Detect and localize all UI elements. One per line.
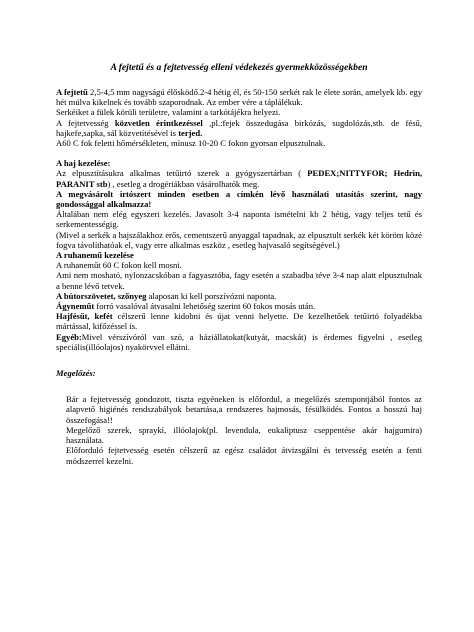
intro-paragraph-4: A60 C fok feletti hőmérsékleten, mínusz 10-20 C fokon gyorsan elpusztulnak. <box>56 138 326 149</box>
hair-heading: A haj kezelése: <box>56 158 111 169</box>
prevention-section <box>56 368 422 466</box>
hair-paragraph-3: (Mivel a serkék a hajszálakhoz erős, cementszerű anyaggal tapadnak, az elpusztult serkék két köröm közé fogva távolíthatóak el, vagy erre alkalmas eszköz , esetleg hajvasaló segítségével.) <box>56 229 422 250</box>
intro-bold-term: A fejtetű <box>56 87 88 97</box>
intro-paragraph-3: A fejtetvesség közvetlen érintkezéssel ,pl.:fejek összedugása birkózás, sugdolózás,stb. de fésű, hajkefe,sapka, sál közvetítésével is terjed. <box>56 117 423 138</box>
clothes-line-1: A ruhaneműt 60 C fokon kell mosni. <box>56 260 182 271</box>
intro-section <box>56 87 422 148</box>
hair-section <box>56 158 422 250</box>
clothes-section <box>56 250 422 352</box>
prevention-paragraph-2: Megelőző szerek, spraykí, illóolajok(pl. levendula, eukaliptusz cseppentése akár hajgumira) használata. <box>66 424 422 446</box>
prevention-paragraph-3: Előforduló fejtetvesség esetén célszerű az egész családot átvizsgálni és tetvesség esetén a fenti módszerrel kezelni. <box>66 445 422 466</box>
clothes-line-4: Ágyneműt forró vasalóval átvasalni lehetőség szerint 60 fokos mosás után. <box>56 301 316 312</box>
prevention-paragraph-1: Bár a fejtetvesség gondozott, tiszta egyéneken is előfordul, a megelőzés szempontjából fontos az alapvető higiénés rendszabályok betartása,a rendszeres hajmosás, fésülködés. Fontos a hosszú haj összefogása!! <box>66 394 422 425</box>
clothes-line-3: A bútorszövetet, szőnyeg alaposan ki kell porszívózni naponta. <box>56 290 277 301</box>
clothes-line-5: Hajfésűt, kefét célszerű lenne kidobni és újat venni helyette. De kezelhetőek tetűirtó folyadékba mártással, kifőzéssel is. <box>56 311 422 332</box>
document-title: A fejtetű és a fejtetvesség elleni védekezés gyermekközösségekben <box>110 62 368 73</box>
hair-paragraph-1: Az elpusztításukra alkalmas tetűirtó szerek a gyógyszertárban ( PEDEX;NITTYFOR; Hedrin, PARANIT stb) , esetleg a drogériákban vásárolhatók meg. <box>56 168 422 189</box>
hair-warning: A megvásárolt irtószert minden esetben a címkén lévő használati utasítás szerint, nagy gondossággal alkalmazza! <box>56 188 422 210</box>
prevention-heading: Megelőzés: <box>56 368 96 379</box>
intro-paragraph-1: A fejtetű 2,5-4,5 mm nagyságú élősködő.2-4 hétig él, és 50-150 serkét rak le élete során, amelyek kb. egy hét múlva kikelnek és tovább szaporodnak. Az ember vére a táplálékuk. <box>56 87 422 108</box>
clothes-line-2: Ami nem mosható, nylonzacskóban a fagyasztóba, fagy esetén a szabadba téve 3-4 nap alatt elpusztulnak a benne lévő tetvek. <box>56 270 422 291</box>
clothes-line-6: Egyéb:Mivel vérszívóról van szó, a háziállatokat(kutyát, macskát) is érdemes figyelni , esetleg speciális(illóolajos) nyakörvvel ellátni. <box>56 331 422 352</box>
clothes-heading: A ruhanemű kezelése <box>56 250 134 261</box>
hair-paragraph-2: Általában nem elég egyszeri kezelés. Javasolt 3-4 naponta ismételni kb 2 hétig, vagy teljes tetű és serkementességig. <box>56 209 422 230</box>
intro-paragraph-2: Serkéiket a fülek körüli területre, valamint a tarkótájékra helyezi. <box>56 107 281 118</box>
